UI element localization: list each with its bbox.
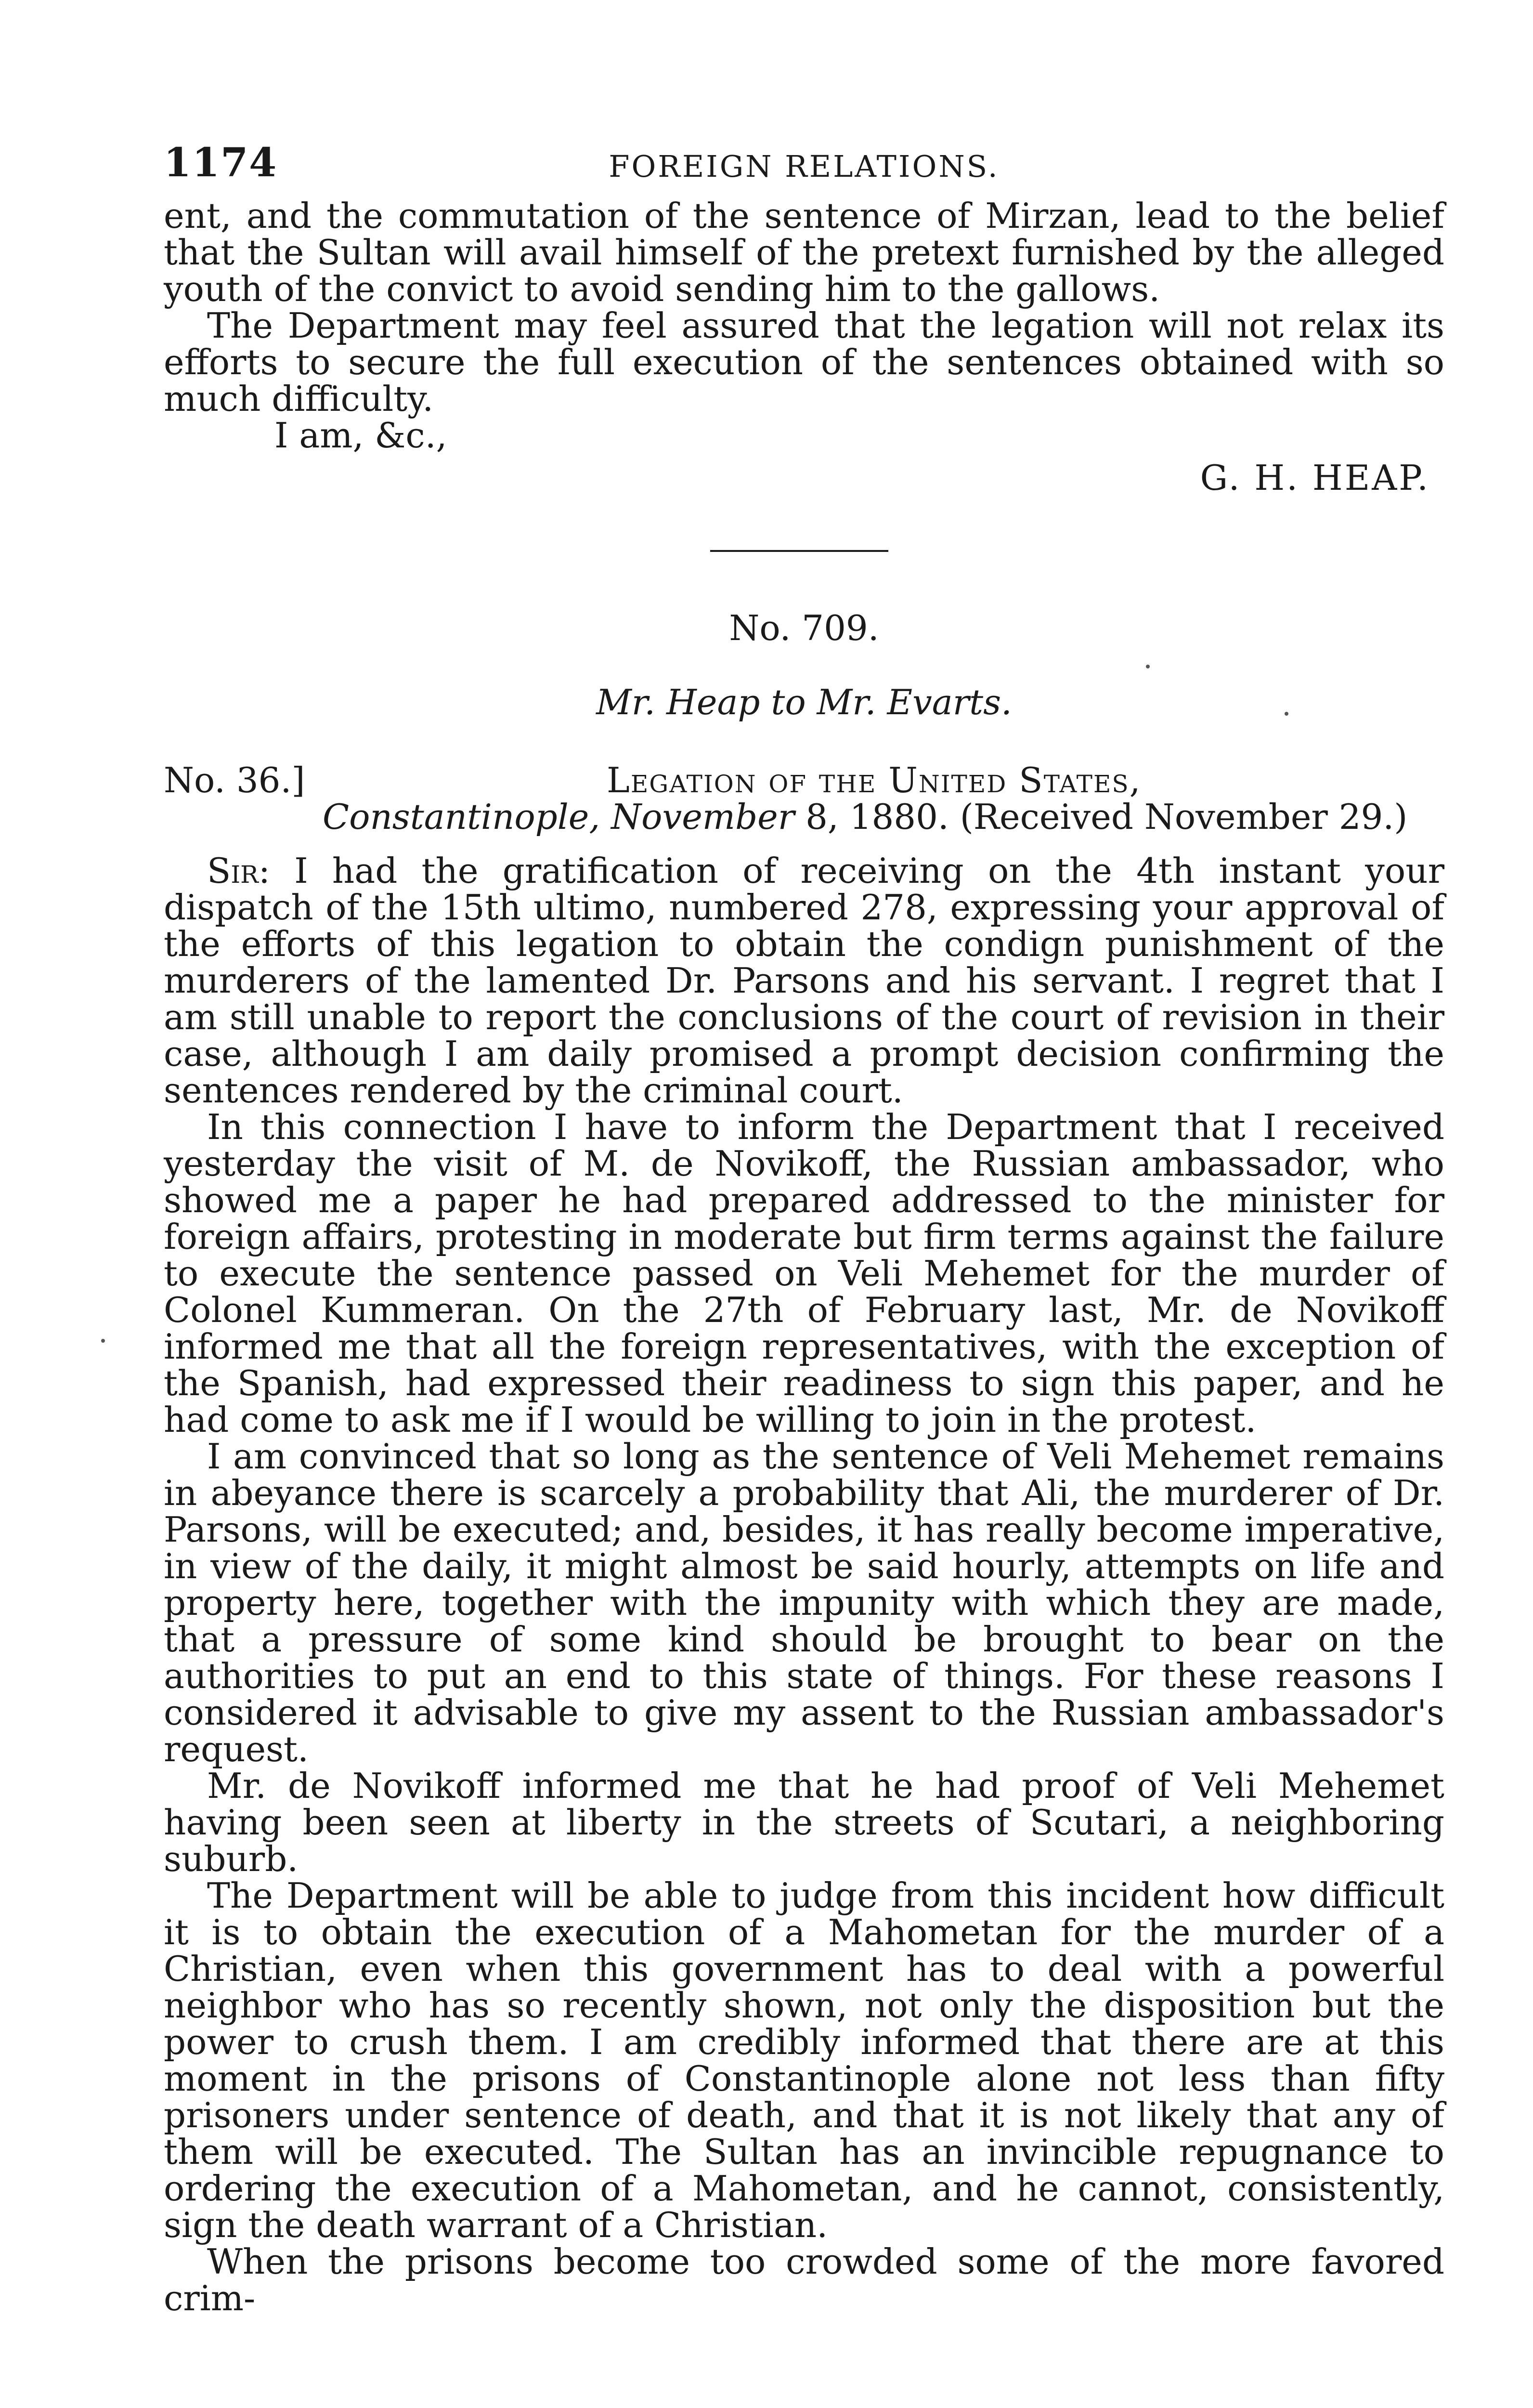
- running-head: FOREIGN RELATIONS.: [609, 149, 1000, 184]
- received-note: (Received November 29.): [960, 797, 1408, 837]
- dispatch-number: No. 36.]: [164, 760, 305, 800]
- document-title: Mr. Heap to Mr. Evarts.: [596, 682, 1012, 722]
- continued-paragraph: ent, and the commutation of the sentence of Mirzan, lead to the belief that the Sultan will avail himself of the pretext furnished by the alleged youth of the convict to avoid sending him to the gallows.: [164, 196, 1444, 309]
- body-paragraph-6: When the prisons become too crowded some of the more favored crim-: [164, 2241, 1444, 2318]
- body-paragraph-1-text: I had the gratification of receiving on the 4th instant your dispatch of the 15th ultimo, numbered 278, expressing your approval of the efforts of this legation to obtain the condign punishment of the murderers of the lamented Dr. Parsons and his servant. I regret that I am still unable to report the conclusions of the court of revision in their case, although I am daily promised a prompt decision confirming the sentences rendered by the criminal court.: [164, 851, 1444, 1111]
- body-paragraph-5: The Department will be able to judge from this incident how difficult it is to obtain the execution of a Mahometan for the murder of a Christian, even when this government has to deal with a powerful neighbor who has so recently shown, not only the disposition but the power to crush them. I am credibly informed that there are at this moment in the prisons of Constantinople alone not less than fifty prisoners under sentence of death, and that it is not likely that any of them will be executed. The Sultan has an invincible repugnance to ordering the execution of a Mahometan, and he cannot, consistently, sign the death warrant of a Christian.: [164, 1875, 1444, 2245]
- dateline-year: 8, 1880.: [805, 797, 949, 837]
- page-header: [164, 140, 1444, 197]
- body-paragraph-3: I am convinced that so long as the sentence of Veli Mehemet remains in abeyance there is scarcely a probability that Ali, the murderer of Dr. Parsons, will be executed; and, besides, it has really become imperative, in view of the daily, it might almost be said hourly, attempts on life and property here, together with the impunity with which they are made, that a pressure of some kind should be brought to bear on the authorities to put an end to this state of things. For these reasons I considered it advisable to give my assent to the Russian ambassador's request.: [164, 1436, 1444, 1769]
- document-page: [164, 140, 1444, 2318]
- ink-speck: [1146, 665, 1150, 668]
- body-paragraph-4: Mr. de Novikoff informed me that he had proof of Veli Mehemet having been seen at liberty in the streets of Scutari, a neighboring suburb.: [164, 1766, 1444, 1879]
- body-paragraph-1: [164, 852, 1444, 1109]
- salutation: Sir:: [207, 851, 270, 891]
- dispatch-heading: [164, 762, 1444, 798]
- ink-speck: [1285, 712, 1288, 716]
- section-divider: [710, 550, 888, 552]
- letter-closing: I am, &c.,: [274, 415, 447, 456]
- signature: G. H. HEAP.: [1200, 458, 1430, 498]
- dateline-month: November: [611, 797, 795, 837]
- legation-name: Legation of the United States,: [607, 760, 1142, 800]
- dateline-place: Constantinople,: [323, 797, 600, 837]
- body-paragraph-2: In this connection I have to inform the Department that I received yesterday the visit of M. de Novikoff, the Russian ambassador, who showed me a paper he had prepared addressed to the minister for foreign affairs, protesting in moderate but firm terms against the failure to execute the sentence passed on Veli Mehemet for the murder of Colonel Kummeran. On the 27th of February last, Mr. de Novikoff informed me that all the foreign representatives, with the exception of the Spanish, had expressed their readiness to sign this paper, and he had come to ask me if I would be willing to join in the protest.: [164, 1107, 1444, 1440]
- document-number: No. 709.: [729, 608, 879, 648]
- page-number: 1174: [164, 140, 278, 186]
- dateline: [164, 798, 1444, 835]
- assurance-paragraph: The Department may feel assured that the legation will not relax its efforts to secure the full execution of the sentences obtained with so much difficulty.: [164, 305, 1444, 419]
- ink-speck: [101, 1339, 105, 1343]
